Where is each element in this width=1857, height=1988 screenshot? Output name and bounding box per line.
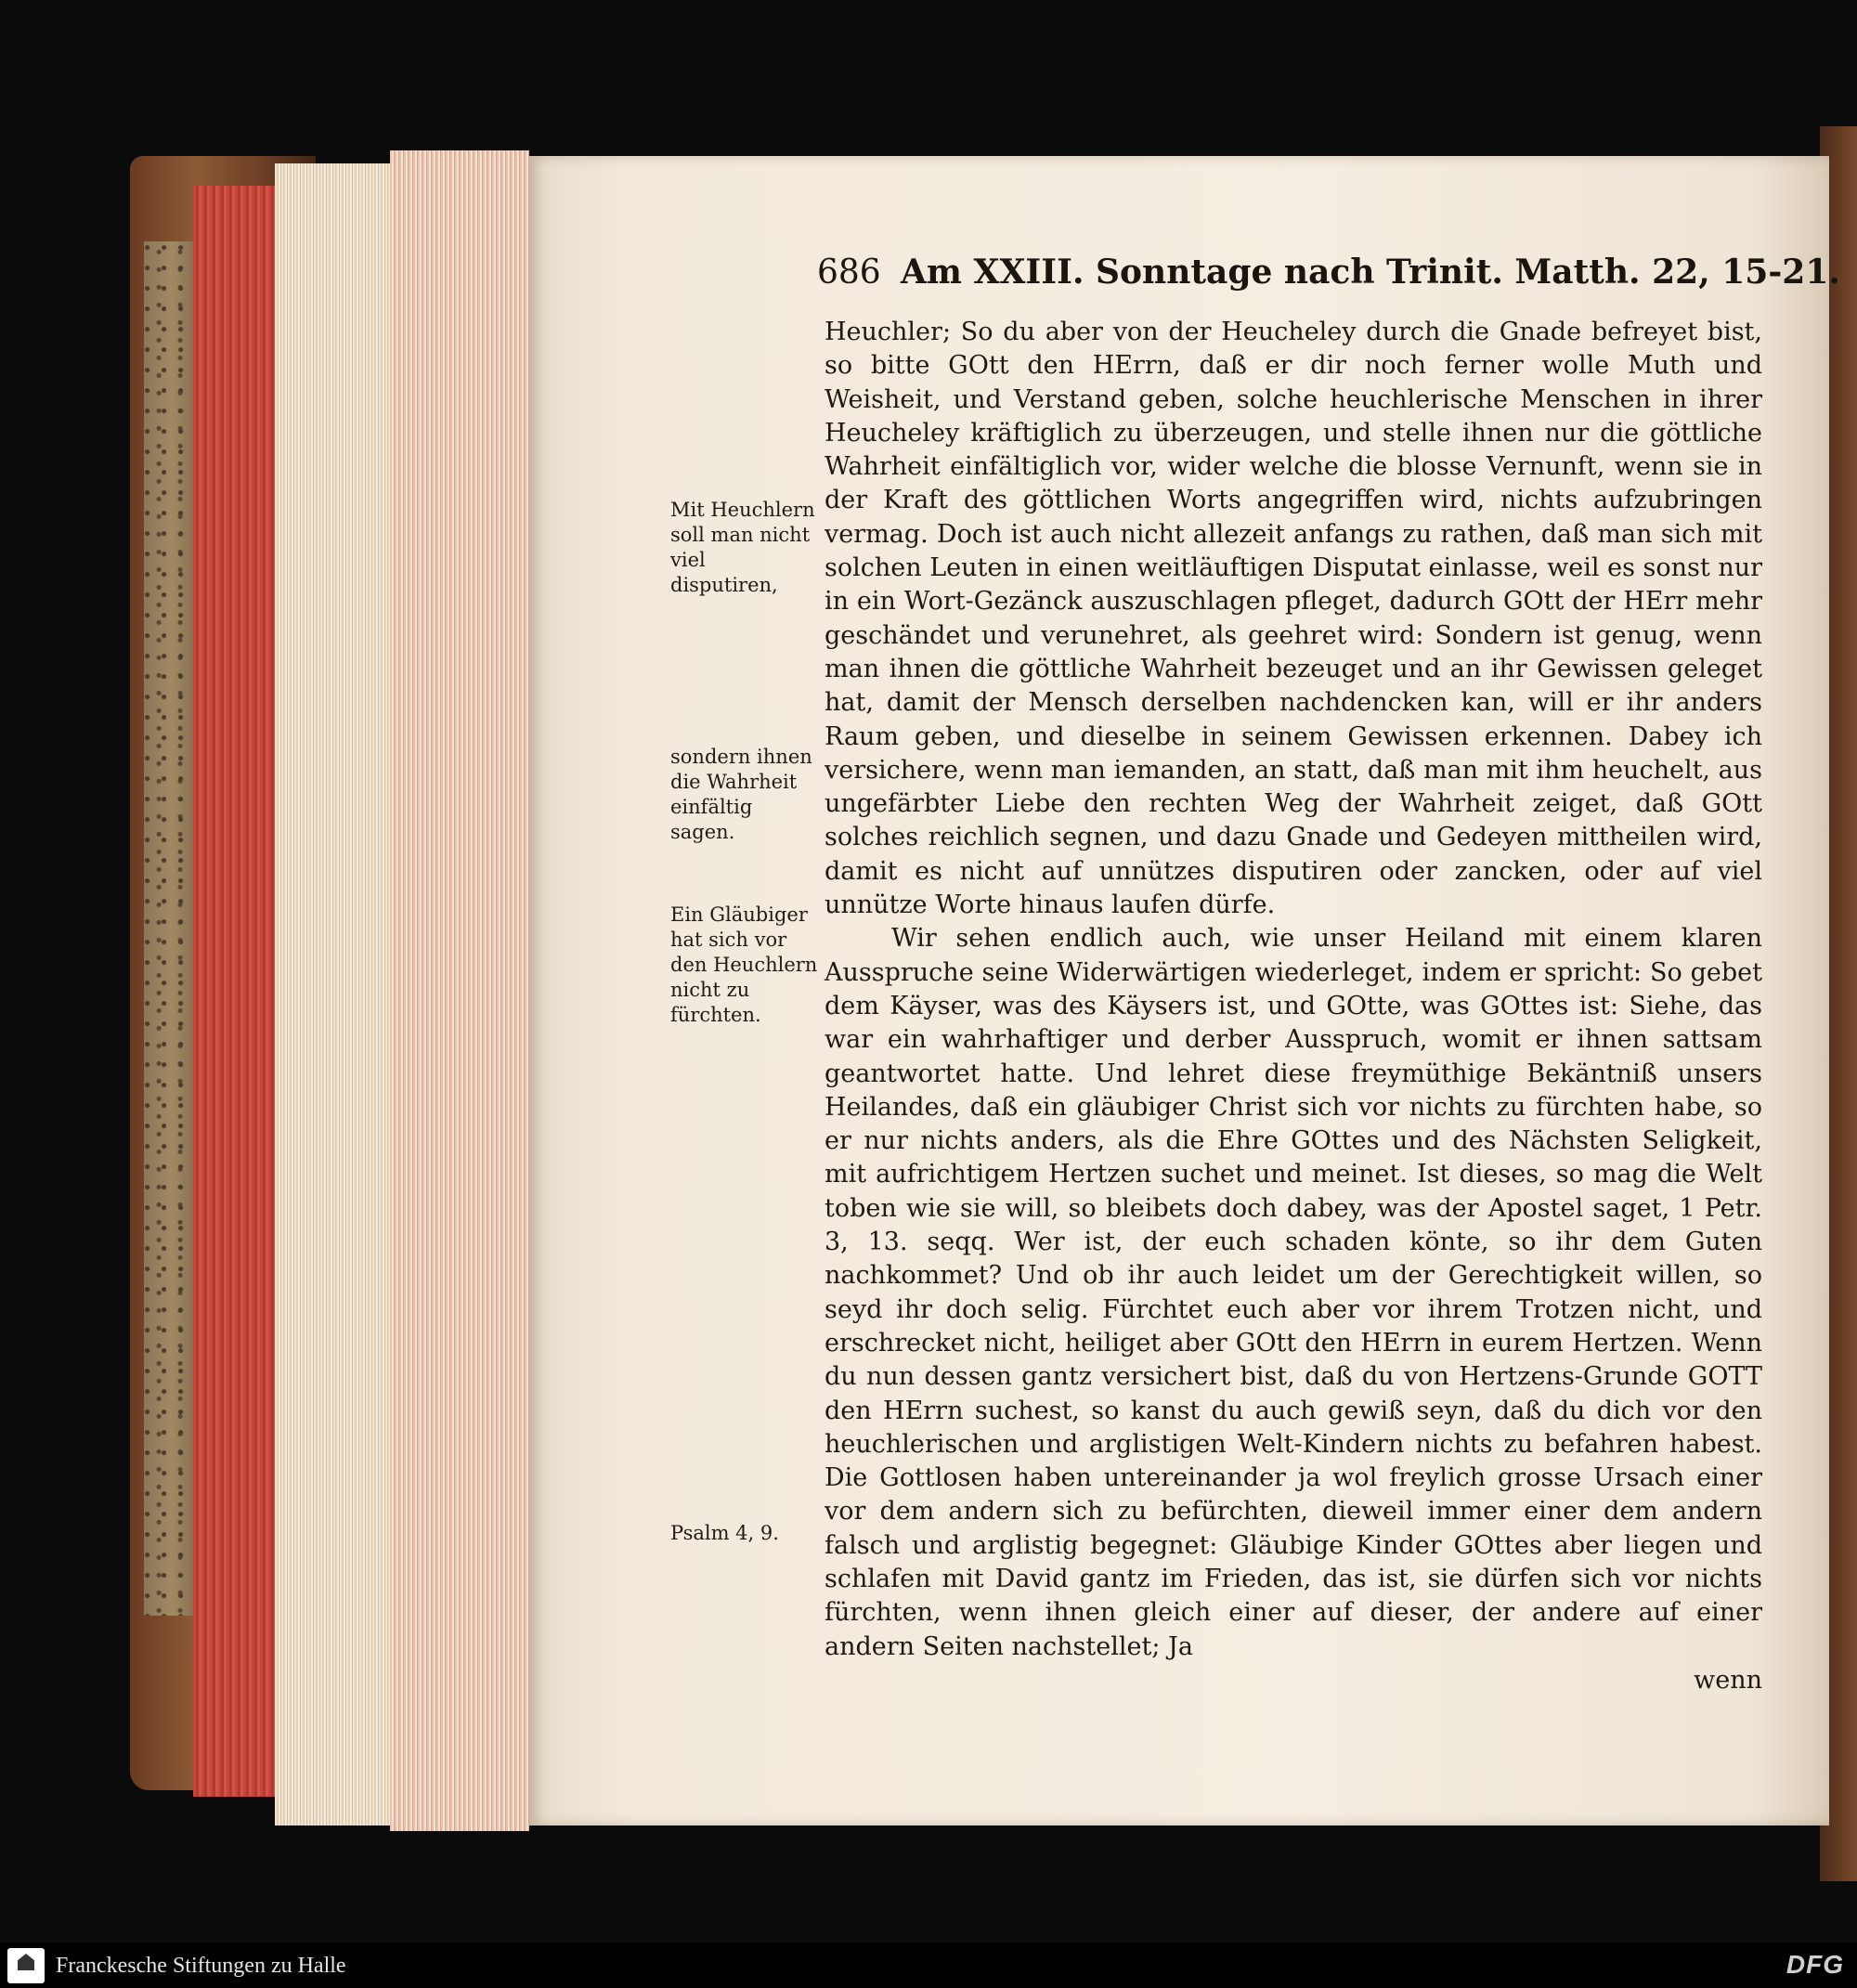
margin-note-4: Psalm 4, 9. (670, 1522, 779, 1544)
red-page-edge (193, 186, 281, 1797)
page-number: 686 (817, 253, 881, 292)
page-stack-inner (390, 150, 529, 1831)
paragraph: Heuchler; So du aber von der Heucheley durch die Gnade befreyet bist, so bitte GOtt den HErrn, daß er dir noch ferner wolle Muth und Weisheit, und Verstand geben, solche heuchlerische Menschen in ihrer Heucheley kräftiglich zu überzeugen, und stelle ihnen nur die göttliche Wahrheit einfältiglich vor, wider welche die blosse Vernunft, wenn sie in der Kraft des göttlichen Worts angegriffen wird, nichts aufzubringen vermag. Doch ist auch nicht allezeit anfangs zu rathen, daß man sich mit solchen Leuten in einen weitläuftigen Disputat einlasse, weil es sonst nur in ein Wort-Gezänck auszuschlagen pfleget, dadurch GOtt der HErr mehr geschändet und verunehret, als geehret wird: Sondern ist genug, wenn man ihnen die göttliche Wahrheit bezeuget und an ihr Gewissen geleget hat, damit der Mensch derselben nachdencken kan, will er ihr anders Raum geben, und dieselbe in seinem Gewissen erkennen. Dabey ich versichere, wenn man iemanden, an statt, daß man mit ihm heuchelt, aus ungefärbter Liebe den rechten Weg der Wahrheit zeiget, daß GOtt solches reichlich segnen, und dazu Gnade und Gedeyen mittheilen wird, damit es nicht auf unnützes disputiren oder zancken, oder auf viel unnütze Worte hinaus laufen dürfe. (825, 318, 1762, 920)
margin-note-1: Mit Heuchlern soll man nicht viel disputiren, (670, 499, 815, 596)
body-text (825, 316, 1762, 1697)
paragraph: Wir sehen endlich auch, wie unser Heiland mit einem klaren Ausspruche seine Widerwärtigen wiederleget, indem er spricht: So gebet dem Käyser, was des Käysers ist, und GOtte, was GOttes ist: Siehe, das war ein wahrhaftiger und derber Ausspruch, womit er ihnen sattsam geantwortet hatte. Und lehret diese freymüthige Bekäntniß unsers Heilandes, daß ein gläubiger Christ sich vor nichts zu fürchten habe, so er nur nichts anders, als die Ehre GOttes und des Nächsten Seligkeit, mit aufrichtigem Hertzen suchet und meinet. Ist dieses, so mag die Welt toben wie sie will, so bleibets doch dabey, was der Apostel saget, 1 Petr. 3, 13. seqq. Wer ist, der euch schaden könte, so ihr dem Guten nachkommet? Und ob ihr auch leidet um der Gerechtigkeit willen, so seyd ihr doch selig. Fürchtet euch aber vor ihrem Trotzen nicht, und erschrecket nicht, heiliget aber GOtt den HErrn in eurem Hertzen. Wenn du nun dessen gantz versichert bist, daß du von Hertzens-Grunde GOTT den HErrn suchest, so kanst du auch gewiß seyn, daß du dich vor den heuchlerischen und arglistigen Welt-Kindern nichts zu befahren habest. Die Gottlosen haben untereinander ja wol freylich grosse Ursach einer vor dem andern sich zu befürchten, dieweil immer einer dem andern falsch und arglistig begegnet: Gläubige Kinder GOttes aber liegen und schlafen mit David gantz im Frieden, das ist, sie dürfen sich vor nichts fürchten, wenn ihnen gleich einer auf dieser, der andere auf einer andern Seiten nachstellet; Ja (825, 924, 1762, 1661)
running-head-title: Am XXIII. Sonntage nach Trinit. Matth. 22, 15-21. (901, 253, 1840, 292)
margin-note-2: sondern ihnen die Wahrheit einfältig sagen. (670, 746, 812, 843)
running-head (817, 253, 1840, 305)
institution-name: Franckesche Stiftungen zu Halle (56, 1954, 346, 1978)
institution-logo-icon (7, 1948, 45, 1983)
dfg-logo: DFG (1786, 1950, 1844, 1979)
margin-note-3: Ein Gläubiger hat sich vor den Heuchlern nicht zu fürchten. (670, 903, 818, 1026)
viewer-footer (0, 1943, 1857, 1988)
cover-marbling (144, 241, 200, 1616)
catchword: wenn (1694, 1665, 1762, 1695)
